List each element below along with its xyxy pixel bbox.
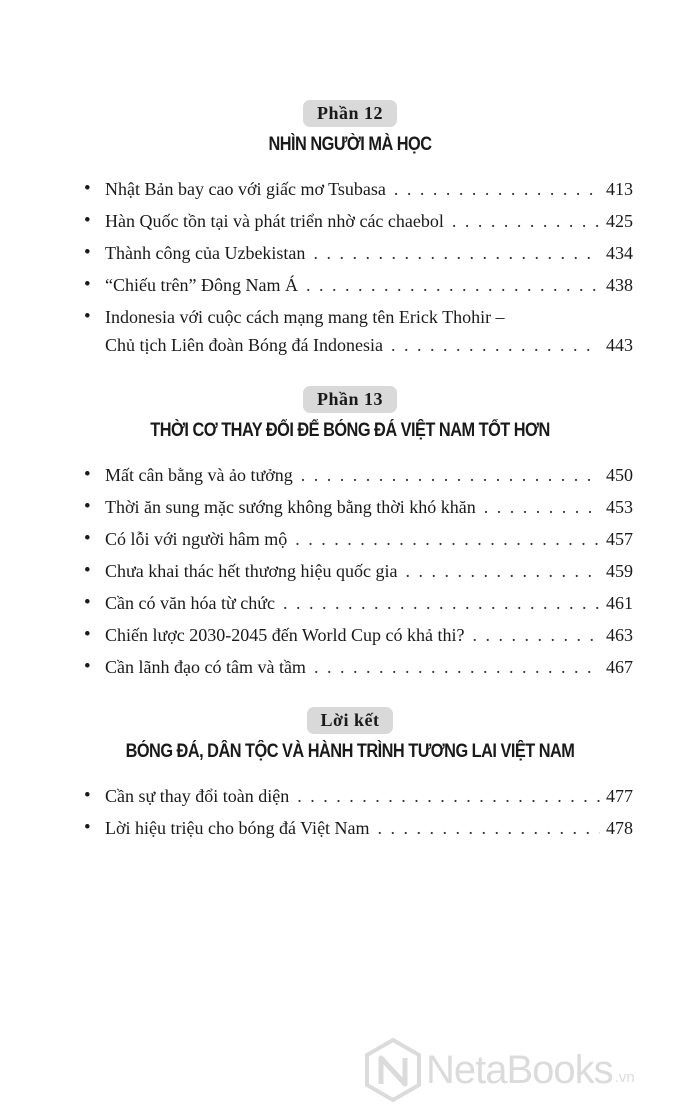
- toc-entry-page: 453: [606, 497, 633, 517]
- section-title: THỜI CƠ THAY ĐỔI ĐỂ BÓNG ĐÁ VIỆT NAM TỐT HƠN: [150, 420, 550, 441]
- toc-entry-title-continued: Chủ tịch Liên đoàn Bóng đá Indonesia: [105, 335, 383, 355]
- toc-entry-page: 477: [606, 786, 633, 806]
- toc-entry[interactable]: [0, 462, 700, 494]
- toc-entry[interactable]: [0, 494, 700, 526]
- toc-list: [0, 783, 700, 847]
- bullet-icon: •: [84, 528, 91, 549]
- toc-entry-page: 459: [606, 561, 633, 581]
- section-phan-13: [0, 386, 700, 686]
- toc-entry[interactable]: [0, 208, 700, 240]
- toc-list: [0, 462, 700, 686]
- bullet-icon: •: [84, 496, 91, 517]
- dot-leader: [452, 208, 600, 234]
- netabooks-logo-icon: [364, 1038, 422, 1102]
- dot-leader: [394, 176, 600, 202]
- toc-entry-title: Cần có văn hóa từ chức: [105, 593, 275, 613]
- bullet-icon: •: [84, 274, 91, 295]
- toc-entry[interactable]: [0, 815, 700, 847]
- toc-entry-title: Thời ăn sung mặc sướng không bằng thời khó khăn: [105, 497, 476, 517]
- dot-leader: [297, 783, 600, 809]
- toc-entry[interactable]: [0, 654, 700, 686]
- toc-entry-title: Lời hiệu triệu cho bóng đá Việt Nam: [105, 818, 370, 838]
- toc-entry-title: Chưa khai thác hết thương hiệu quốc gia: [105, 561, 398, 581]
- section-badge: Lời kết: [307, 707, 394, 734]
- watermark-suffix: .vn: [614, 1068, 635, 1086]
- toc-entry-page: 478: [606, 818, 633, 838]
- bullet-icon: •: [84, 656, 91, 677]
- toc-entry-page: 450: [606, 465, 633, 485]
- toc-entry[interactable]: [0, 558, 700, 590]
- toc-entry[interactable]: [0, 176, 700, 208]
- dot-leader: [306, 272, 600, 298]
- toc-entry-page: 434: [606, 243, 633, 263]
- toc-entry-title: Mất cân bằng và ảo tưởng: [105, 465, 293, 485]
- bullet-icon: •: [84, 178, 91, 199]
- watermark-brand: NetaBooks: [426, 1047, 613, 1092]
- dot-leader: [313, 240, 600, 266]
- toc-entry[interactable]: [0, 783, 700, 815]
- section-badge: Phần 13: [303, 386, 397, 413]
- toc-entry-title: Indonesia với cuộc cách mạng mang tên Erick Thohir –: [105, 307, 505, 327]
- toc-entry[interactable]: [0, 304, 700, 362]
- dot-leader: [378, 815, 600, 841]
- section-loi-ket: [0, 707, 700, 847]
- toc-entry[interactable]: [0, 622, 700, 654]
- toc-entry-title: Có lỗi với người hâm mộ: [105, 529, 288, 549]
- toc-entry-page: 438: [606, 275, 633, 295]
- toc-entry-title: Nhật Bản bay cao với giấc mơ Tsubasa: [105, 179, 386, 199]
- toc-entry[interactable]: [0, 590, 700, 622]
- bullet-icon: •: [84, 242, 91, 263]
- toc-entry-title: “Chiếu trên” Đông Nam Á: [105, 275, 298, 295]
- dot-leader: [314, 654, 600, 680]
- bullet-icon: •: [84, 464, 91, 485]
- section-phan-12: [0, 100, 700, 362]
- toc-entry[interactable]: [0, 240, 700, 272]
- dot-leader: [301, 462, 600, 488]
- dot-leader: [283, 590, 600, 616]
- section-badge: Phần 12: [303, 100, 397, 127]
- toc-entry-page: 425: [606, 211, 633, 231]
- toc-entry[interactable]: [0, 272, 700, 304]
- toc-entry[interactable]: [0, 526, 700, 558]
- dot-leader: [472, 622, 600, 648]
- toc-entry-page: 413: [606, 179, 633, 199]
- toc-entry-title: Hàn Quốc tồn tại và phát triển nhờ các chaebol: [105, 211, 444, 231]
- toc-entry-page: 461: [606, 593, 633, 613]
- toc-entry-title: Cần sự thay đổi toàn diện: [105, 786, 290, 806]
- section-title: NHÌN NGƯỜI MÀ HỌC: [268, 134, 432, 155]
- toc-entry-page: 467: [606, 657, 633, 677]
- bullet-icon: •: [84, 560, 91, 581]
- toc-entry-page: 457: [606, 529, 633, 549]
- dot-leader: [484, 494, 600, 520]
- toc-entry-page: 463: [606, 625, 633, 645]
- bullet-icon: •: [84, 210, 91, 231]
- toc-entry-title: Thành công của Uzbekistan: [105, 243, 306, 263]
- bullet-icon: •: [84, 624, 91, 645]
- dot-leader: [391, 332, 600, 358]
- bullet-icon: •: [84, 817, 91, 838]
- bullet-icon: •: [84, 785, 91, 806]
- bullet-icon: •: [84, 306, 91, 327]
- bullet-icon: •: [84, 592, 91, 613]
- netabooks-watermark: [364, 1036, 684, 1104]
- dot-leader: [405, 558, 600, 584]
- toc-entry-title: Cần lãnh đạo có tâm và tầm: [105, 657, 306, 677]
- dot-leader: [295, 526, 600, 552]
- toc-entry-title: Chiến lược 2030-2045 đến World Cup có khả thi?: [105, 625, 465, 645]
- section-title: BÓNG ĐÁ, DÂN TỘC VÀ HÀNH TRÌNH TƯƠNG LAI VIỆT NAM: [125, 741, 575, 762]
- toc-entry-page: 443: [606, 335, 633, 355]
- toc-list: [0, 176, 700, 362]
